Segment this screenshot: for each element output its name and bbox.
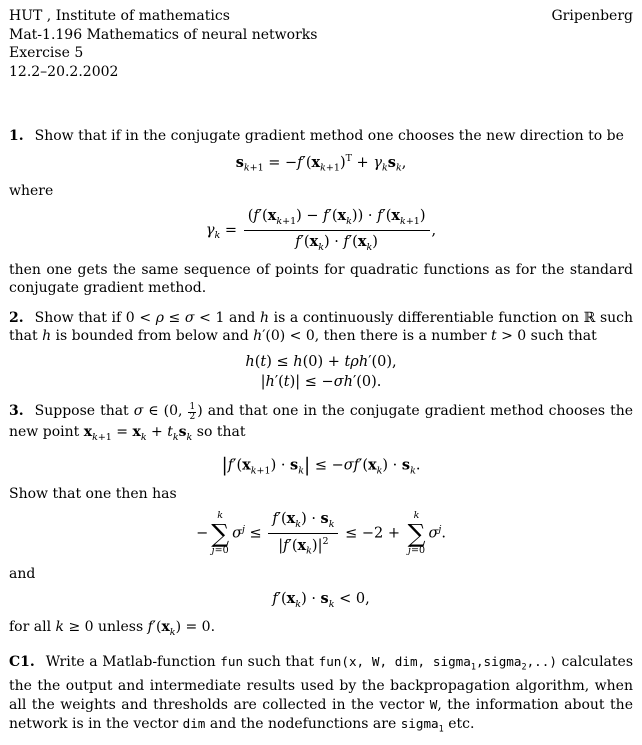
equation-sum-bounds: − k ∑ j=0 $\sigma^j$ ≤ $\frac{f'(x_k) \cdot s_k}{|f'(x_k)|^2}$ ≤ −2 + k ∑ j=0 $\sigma^j$. xyxy=(196,510,446,557)
problem-1-outro: then one gets the same sequence of points for quadratic functions as for the standard conjugate gradient method. xyxy=(9,261,633,297)
show-that-label: Show that one then has xyxy=(9,485,177,502)
problem-c1-number: C1. xyxy=(9,654,35,671)
problem-1 xyxy=(9,127,633,298)
problem-c1 xyxy=(9,653,633,738)
problem-1-intro-text: Show that if in the conjugate gradient method one chooses the new direction to be xyxy=(34,128,624,145)
document-header xyxy=(9,7,633,81)
header-line-1 xyxy=(9,7,633,26)
and-label: and xyxy=(9,565,36,582)
problem-2 xyxy=(9,309,633,391)
problem-3-intro xyxy=(9,402,633,447)
problem-2-intro xyxy=(9,309,633,346)
problem-3-number: 3. xyxy=(9,403,24,420)
equation-gamma: $\gamma_k$ = $\frac{(f'(x_{k+1}) - f'(x_k)) \cdot f'(x_{k+1})}{f'(x_k) \cdot f'(x_k)}$ , xyxy=(205,207,437,253)
problem-3-intro-text: Suppose that σ ∈ (0, $\frac{1}{2}$ ) and that one in the conjugate gradient method chooses the new point $x_{k+1} = x_k + t_ks_k$ so that xyxy=(9,401,633,443)
problem-3-outro: for all k ≥ 0 unless $f'(x_k) = 0$. xyxy=(9,618,216,638)
problem-c1-text xyxy=(9,653,633,738)
problem-2-number: 2. xyxy=(9,309,24,326)
exercise-number: Exercise 5 xyxy=(9,45,84,62)
problem-c1-body: Write a Matlab-function fun such that fun(x, W, dim, sigma$_1$,sigma$_2$,..) calculates the the output and intermediate results used by the backpropagation algorithm, when all the weights and thresholds are collected in the vector W, the information about the network is in the vector dim and the nodefunctions are sigma$_1$ etc. xyxy=(9,654,633,735)
problem-1-intro xyxy=(9,127,633,146)
problem-3 xyxy=(9,402,633,642)
equation-descent: $f'(x_k) \cdot s_k < 0$, xyxy=(272,590,370,611)
equation-armijo: h(t) ≤ h(0) + tρh′(0), xyxy=(245,354,397,371)
course-name: Mat-1.196 Mathematics of neural networks xyxy=(9,26,318,43)
equation-new-direction: $s_{k+1} = -f'(x_{k+1})^T + \gamma_ks_k$, xyxy=(235,152,407,174)
where-label: where xyxy=(9,182,54,199)
problem-2-intro-text: Show that if 0 < ρ ≤ σ < 1 and h is a continuously differentiable function on ℝ such that h is bounded from below and h′(0) < 0, then there is a number t > 0 such that xyxy=(9,309,633,345)
equation-wolfe-condition: $|f'(x_{k+1}) \cdot s_k| \le -\sigma f'(x_k) \cdot s_k$. xyxy=(221,455,421,477)
author-name: Gripenberg xyxy=(551,8,633,24)
problem-1-number: 1. xyxy=(9,128,24,145)
equation-curvature: |h′(t)| ≤ −σh′(0). xyxy=(260,374,382,391)
institute-name: HUT , Institute of mathematics xyxy=(9,8,230,24)
date-range: 12.2–20.2.2002 xyxy=(9,63,119,80)
